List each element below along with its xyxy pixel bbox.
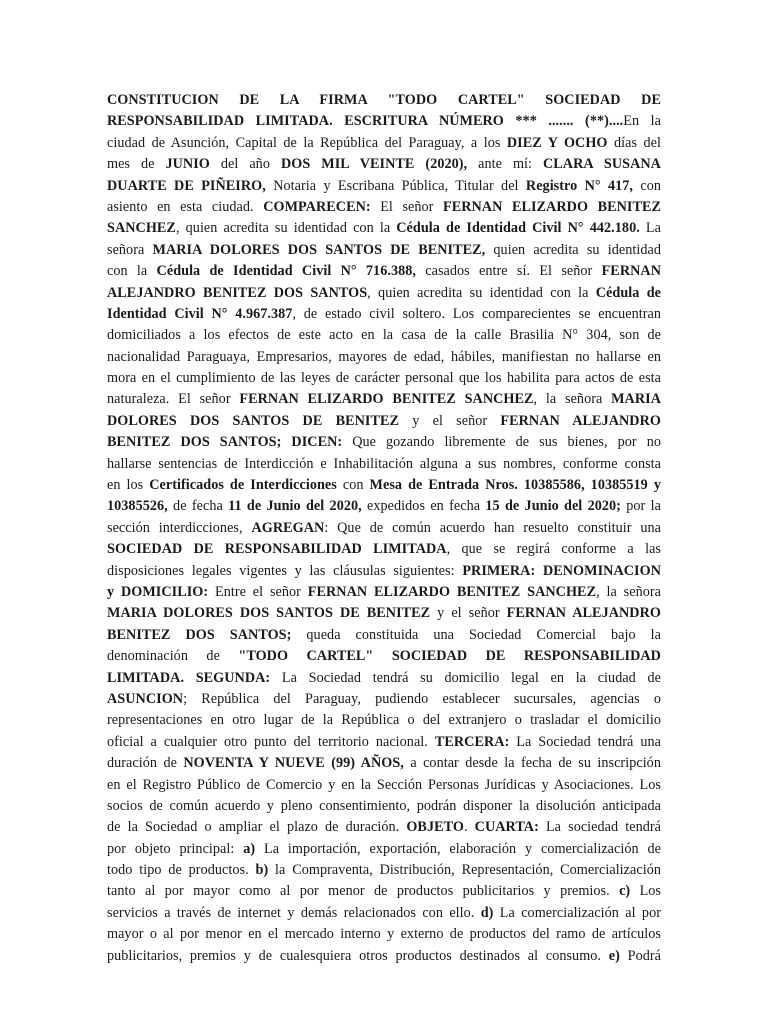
text-run: , la señora: [596, 583, 661, 600]
bold-text-run: RESPONSABILIDAD LIMITADA. ESCRITURA NÚMERO *** ....... (**)....: [107, 113, 624, 130]
bold-text-run: Cédula de: [595, 284, 661, 301]
bold-text-run: b): [255, 862, 269, 879]
bold-text-run: CONSTITUCION DE LA FIRMA "TODO CARTEL" SOCIEDAD DE: [107, 92, 661, 108]
bold-text-run: FERNAN ALEJANDRO: [506, 605, 661, 622]
document-line: [107, 368, 661, 389]
document-line: [107, 753, 661, 774]
document-line: [107, 240, 661, 261]
text-run: hallarse sentencias de Interdicción e Inhabilitación alguna a sus nombres, conforme consta: [107, 455, 661, 472]
bold-text-run: ALEJANDRO BENITEZ DOS SANTOS: [107, 284, 368, 301]
text-run: , quien acredita su identidad con la: [175, 220, 397, 237]
bold-text-run: LIMITADA. SEGUNDA:: [107, 669, 271, 686]
bold-text-run: BENITEZ DOS SANTOS; DICEN:: [107, 434, 343, 451]
text-run: representaciones en otro lugar de la República o del extranjero o trasladar el domicilio: [107, 712, 661, 729]
text-run: , de estado civil soltero. Los comparecientes se encuentran: [292, 305, 661, 322]
bold-text-run: FERNAN ELIZARDO BENITEZ SANCHEZ: [307, 583, 597, 600]
text-run: con: [633, 177, 661, 194]
bold-text-run: AGREGAN: [251, 519, 325, 536]
bold-text-run: ASUNCION: [107, 690, 184, 707]
bold-text-run: 10385526,: [107, 498, 168, 515]
text-run: disposiciones legales vigentes y las cláusulas siguientes:: [107, 562, 463, 579]
text-run: y el señor: [430, 605, 507, 622]
bold-text-run: y DOMICILIO:: [107, 583, 209, 600]
document-line: [107, 710, 661, 731]
bold-text-run: SANCHEZ: [107, 220, 176, 237]
text-run: , la señora: [533, 391, 612, 408]
text-run: y el señor: [399, 412, 501, 429]
document-line: [107, 218, 661, 239]
bold-text-run: a): [243, 840, 256, 857]
bold-text-run: FERNAN ELIZARDO BENITEZ: [442, 198, 662, 215]
text-run: , quien acredita su identidad con la: [367, 284, 596, 301]
bold-text-run: DOS MIL VEINTE (2020),: [280, 156, 468, 173]
text-run: Notaria y Escribana Pública, Titular del: [265, 177, 526, 194]
document-line: [107, 389, 661, 410]
document-line: [107, 325, 661, 346]
document-line: [107, 839, 661, 860]
bold-text-run: Mesa de Entrada Nros. 10385586, 10385519 y: [369, 477, 661, 494]
document-line: [107, 924, 661, 945]
document-line: [107, 796, 661, 817]
bold-text-run: Identidad Civil N° 4.967.387: [107, 305, 293, 322]
text-run: tanto al por mayor como al por menor de productos publicitarios y premios.: [107, 883, 620, 900]
document-line: [107, 860, 661, 881]
bold-text-run: "TODO CARTEL" SOCIEDAD DE RESPONSABILIDAD: [238, 648, 661, 665]
document-line: [107, 603, 661, 624]
text-run: La Sociedad tendrá una: [509, 733, 661, 750]
document-line: [107, 283, 661, 304]
bold-text-run: 15 de Junio del 2020;: [485, 498, 621, 515]
document-line: [107, 518, 661, 539]
text-run: socios de común acuerdo y pleno consentimiento, podrán disponer la disolución anticipada: [107, 797, 661, 814]
bold-text-run: MARIA: [611, 391, 662, 408]
document-page: [107, 90, 661, 967]
text-run: ciudad de Asunción, Capital de la República del Paraguay, a los: [107, 134, 507, 151]
bold-text-run: PRIMERA: DENOMINACION: [462, 562, 661, 579]
text-run: La comercialización al por: [493, 904, 661, 921]
bold-text-run: DOLORES DOS SANTOS DE BENITEZ: [107, 412, 400, 429]
text-run: Los: [630, 883, 661, 900]
document-line: [107, 668, 661, 689]
text-run: casados entre sí. El señor: [415, 263, 602, 280]
text-run: asiento en esta ciudad.: [107, 198, 264, 215]
text-run: La sociedad tendrá: [538, 819, 662, 836]
bold-text-run: e): [608, 947, 620, 964]
document-line: [107, 432, 661, 453]
document-line: [107, 582, 661, 603]
document-line: [107, 176, 661, 197]
bold-text-run: COMPARECEN:: [263, 198, 371, 215]
text-run: sección interdicciones,: [107, 519, 252, 536]
document-line: [107, 133, 661, 154]
text-run: oficial a cualquier otro punto del territorio nacional.: [107, 733, 435, 750]
text-run: ; República del Paraguay, pudiendo establecer sucursales, agencias o: [183, 690, 661, 707]
document-line: [107, 111, 661, 132]
bold-text-run: Registro N° 417,: [525, 177, 634, 194]
text-run: con la: [107, 263, 157, 280]
text-run: a contar desde la fecha de su inscripción: [403, 755, 661, 772]
bold-text-run: Cédula de Identidad Civil N° 442.180.: [396, 220, 640, 237]
document-line: [107, 689, 661, 710]
text-run: : Que de común acuerdo han resuelto constituir una: [324, 519, 662, 536]
text-run: naturaleza. El señor: [107, 391, 240, 408]
bold-text-run: NOVENTA Y NUEVE (99) AÑOS,: [183, 755, 404, 772]
text-run: de fecha: [167, 498, 229, 515]
text-run: la Compraventa, Distribución, Representación, Comercialización: [268, 862, 661, 879]
text-run: por la: [620, 498, 661, 515]
text-run: .: [463, 819, 475, 836]
text-run: mora en el cumplimiento de las leyes de carácter personal que los habilita para actos de esta: [107, 370, 661, 387]
document-line: [107, 817, 661, 838]
bold-text-run: d): [480, 904, 494, 921]
bold-text-run: TERCERA:: [434, 733, 510, 750]
text-run: publicitarios, premios y de cualesquiera otros productos destinados al consumo.: [107, 947, 609, 964]
document-line: [107, 411, 661, 432]
bold-text-run: CLARA SUSANA: [543, 156, 661, 173]
bold-text-run: 11 de Junio del 2020,: [228, 498, 362, 515]
document-line: [107, 539, 661, 560]
document-line: [107, 347, 661, 368]
document-line: [107, 454, 661, 475]
text-run: La importación, exportación, elaboración y comercialización de: [255, 840, 661, 857]
text-run: La Sociedad tendrá su domicilio legal en la ciudad de: [270, 669, 661, 686]
document-line: [107, 732, 661, 753]
document-line: [107, 881, 661, 902]
text-run: por objeto principal:: [107, 840, 244, 857]
text-run: domiciliados a los efectos de este acto en la casa de la calle Brasilia N° 304, son de: [107, 327, 661, 344]
text-run: en el Registro Público de Comercio y en la Sección Personas Jurídicas y Asociaciones. Los: [107, 776, 661, 793]
text-run: nacionalidad Paraguaya, Empresarios, mayores de edad, hábiles, manifiestan no hallarse en: [107, 348, 661, 365]
text-run: ante mí:: [467, 156, 543, 173]
text-run: queda constituida una Sociedad Comercial bajo la: [291, 626, 661, 643]
text-run: señora: [107, 241, 153, 258]
bold-text-run: BENITEZ DOS SANTOS;: [107, 626, 292, 643]
text-run: Podrá: [619, 947, 662, 964]
text-run: mayor o al por menor en el mercado interno y externo de productos del ramo de artículos: [107, 926, 661, 943]
bold-text-run: JUNIO: [165, 156, 210, 173]
document-line: [107, 197, 661, 218]
bold-text-run: FERNAN: [601, 263, 662, 280]
document-line: [107, 561, 661, 582]
text-run: , que se regirá conforme a las: [446, 541, 661, 558]
text-run: quien acredita su identidad: [485, 241, 661, 258]
bold-text-run: MARIA DOLORES DOS SANTOS DE BENITEZ,: [152, 241, 486, 258]
document-line: [107, 475, 661, 496]
bold-text-run: FERNAN ELIZARDO BENITEZ SANCHEZ: [239, 391, 534, 408]
document-line: [107, 261, 661, 282]
bold-text-run: Certificados de Interdicciones: [149, 477, 337, 494]
text-run: del año: [209, 156, 281, 173]
text-run: días del: [607, 134, 661, 151]
text-run: servicios a través de internet y demás relacionados con ello.: [107, 904, 481, 921]
document-line: [107, 946, 661, 967]
text-run: todo tipo de productos.: [107, 862, 256, 879]
text-run: mes de: [107, 156, 166, 173]
document-line: [107, 496, 661, 517]
document-line: [107, 625, 661, 646]
bold-text-run: MARIA DOLORES DOS SANTOS DE BENITEZ: [107, 605, 431, 622]
bold-text-run: OBJETO: [406, 819, 464, 836]
bold-text-run: DUARTE DE PIÑEIRO,: [107, 177, 266, 194]
text-run: La: [639, 220, 661, 237]
text-run: con: [336, 477, 370, 494]
bold-text-run: Cédula de Identidad Civil N° 716.388,: [156, 263, 416, 280]
bold-text-run: CUARTA:: [474, 819, 539, 836]
bold-text-run: FERNAN ALEJANDRO: [500, 412, 661, 429]
document-line: [107, 903, 661, 924]
text-run: denominación de: [107, 648, 239, 665]
text-run: Que gozando libremente de sus bienes, por no: [342, 434, 661, 451]
text-run: en los: [107, 477, 150, 494]
document-line: [107, 775, 661, 796]
document-line: [107, 304, 661, 325]
document-line: [107, 154, 661, 175]
document-line: [107, 90, 661, 111]
text-run: En la: [623, 113, 661, 130]
text-run: expedidos en fecha: [361, 498, 486, 515]
bold-text-run: c): [619, 883, 631, 900]
text-run: duración de: [107, 755, 184, 772]
bold-text-run: DIEZ Y OCHO: [506, 134, 608, 151]
text-run: El señor: [370, 198, 443, 215]
text-run: Entre el señor: [208, 583, 308, 600]
bold-text-run: SOCIEDAD DE RESPONSABILIDAD LIMITADA: [107, 541, 447, 558]
text-run: de la Sociedad o ampliar el plazo de duración.: [107, 819, 407, 836]
document-line: [107, 646, 661, 667]
